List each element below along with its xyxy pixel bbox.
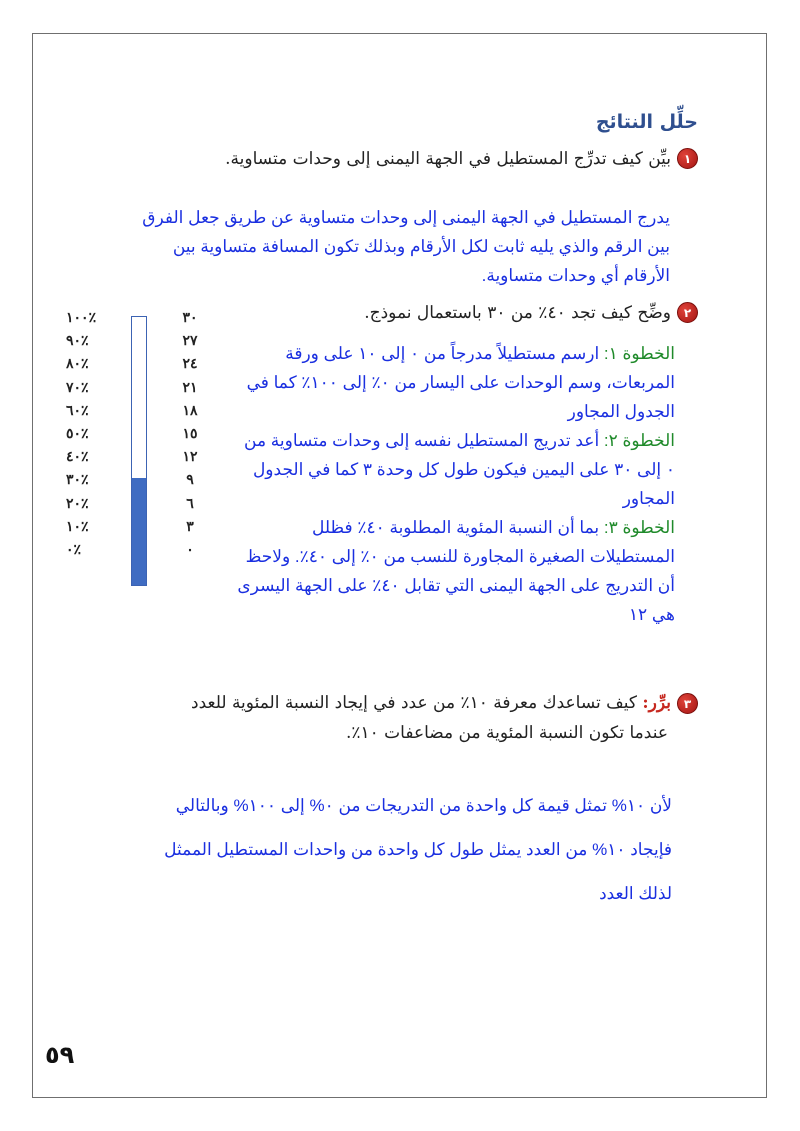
- page-number: ٥٩: [45, 1041, 75, 1069]
- value-tick: ١٨: [182, 402, 198, 419]
- value-tick: ٣٠: [182, 310, 198, 326]
- question-number-badge: ١: [677, 148, 698, 169]
- percent-tick: ٪٣٠: [66, 472, 89, 489]
- percent-tick: ٪٧٠: [66, 379, 89, 396]
- question-1: [225, 148, 698, 169]
- question-3-line-1: [138, 688, 698, 718]
- step-label: الخطوة ٣:: [603, 518, 675, 537]
- percent-tick: ٪٥٠: [66, 425, 89, 442]
- percent-tick: ٪٤٠: [66, 449, 89, 466]
- question-2: [364, 302, 698, 323]
- percent-tick: ٪٩٠: [66, 333, 89, 350]
- percent-tick: ٪٢٠: [66, 495, 89, 512]
- percent-scale: [66, 307, 122, 562]
- step-label: الخطوة ٢:: [603, 431, 675, 450]
- step-2: [235, 426, 675, 513]
- value-tick: ٣: [186, 518, 194, 535]
- question-1-text: بيِّن كيف تدرِّج المستطيل في الجهة اليمنى إلى وحدات متساوية.: [225, 148, 671, 169]
- step-text: ارسم مستطيلاً مدرجاً من ٠ إلى ١٠ على ورقة المربعات، وسم الوحدات على اليسار من ٠٪ إلى ١٠٠٪ كما في الجدول المجاور: [246, 344, 675, 421]
- step-label: الخطوة ١:: [603, 344, 675, 363]
- question-3-text: كيف تساعدك معرفة ١٠٪ من عدد في إيجاد النسبة المئوية للعدد: [191, 693, 643, 713]
- value-tick: ٢٤: [182, 356, 198, 373]
- step-text: أعد تدريج المستطيل نفسه إلى وحدات متساوية من ٠ إلى ٣٠ على اليمين فيكون طول كل وحدة ٣ كما في الجدول المجاور: [244, 431, 675, 508]
- question-number-badge: ٣: [677, 693, 698, 714]
- question-number-badge: ٢: [677, 302, 698, 323]
- percent-tick: ٪٨٠: [66, 356, 89, 373]
- answer-3: لأن ١٠% تمثل قيمة كل واحدة من التدريجات من ٠% إلى ١٠٠% وبالتالي فإيجاد ١٠% من العدد يمثل طول كل واحدة من واحدات المستطيل الممثل لذلك العدد: [164, 796, 672, 903]
- justify-label: برِّر:: [642, 693, 671, 713]
- percent-bar-model: [131, 316, 147, 586]
- question-3: [138, 688, 698, 748]
- question-2-text: وضِّح كيف تجد ٤٠٪ من ٣٠ باستعمال نموذج.: [364, 302, 671, 323]
- value-tick: ٢١: [182, 379, 198, 396]
- answer-2-steps: [235, 339, 675, 629]
- value-tick: ١٥: [182, 425, 198, 442]
- value-tick: ٢٧: [182, 333, 198, 350]
- section-heading: حلِّل النتائج: [595, 111, 698, 133]
- value-tick: ٠: [186, 541, 194, 558]
- shaded-portion: [132, 478, 146, 585]
- value-tick: ٦: [186, 495, 194, 512]
- step-text: بما أن النسبة المئوية المطلوبة ٤٠٪ فظلل المستطيلات الصغيرة المجاورة للنسب من ٠٪ إلى ٤٠٪. ولاحظ أن التدريج على الجهة اليمنى التي تقابل ٤٠٪ على الجهة اليسرى هي ١٢: [237, 518, 675, 624]
- percent-tick: ٪٠: [66, 541, 82, 558]
- value-tick: ٩: [186, 472, 194, 489]
- step-3: [235, 513, 675, 629]
- step-1: [235, 339, 675, 426]
- value-tick: ١٢: [182, 449, 198, 466]
- percent-tick: ٪١٠٠: [66, 310, 97, 326]
- percent-tick: ٪٦٠: [66, 402, 89, 419]
- percent-tick: ٪١٠: [66, 518, 89, 535]
- answer-1: يدرج المستطيل في الجهة اليمنى إلى وحدات متساوية عن طريق جعل الفرق بين الرقم والذي يليه ثابت لكل الأرقام وبذلك تكون المسافة متساوية بين الأرقام أي وحدات متساوية.: [142, 208, 670, 285]
- value-scale: [170, 307, 210, 562]
- question-3-line-2: عندما تكون النسبة المئوية من مضاعفات ١٠٪.: [345, 723, 668, 743]
